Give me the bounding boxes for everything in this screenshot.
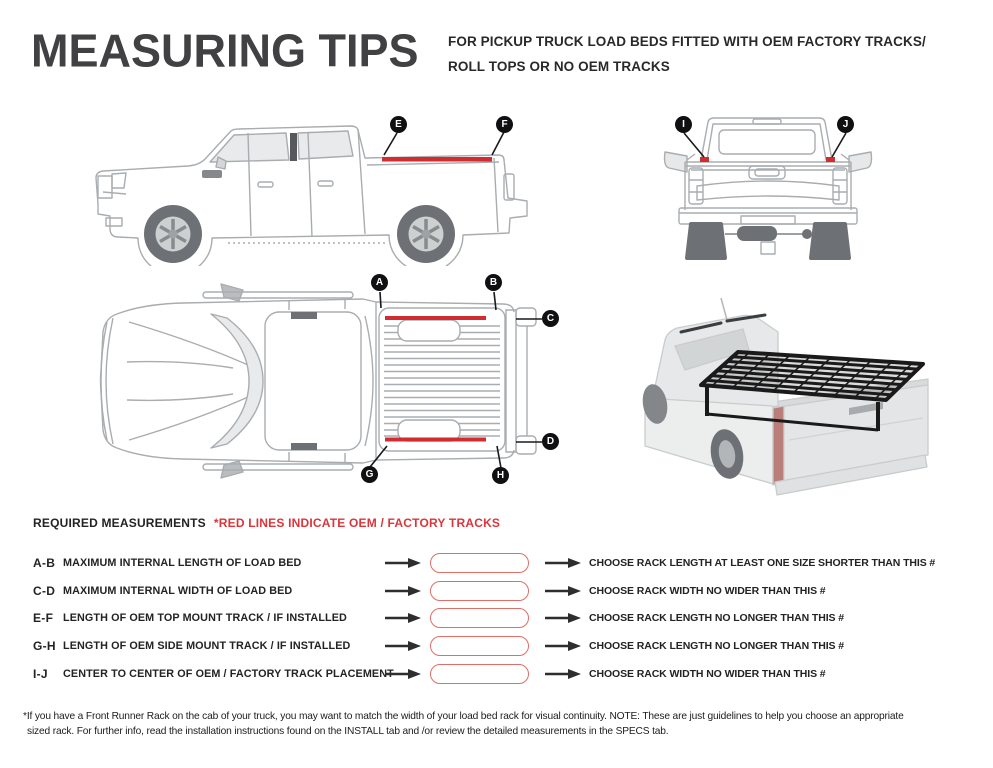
arrow-right-icon <box>545 669 581 679</box>
marker-leader-lines <box>384 132 504 155</box>
arrow-right-icon <box>385 669 421 679</box>
page-subtitle <box>448 30 926 79</box>
measurement-description: LENGTH OF OEM TOP MOUNT TRACK / IF INSTALLED <box>63 612 347 624</box>
footnote-line-1: *If you have a Front Runner Rack on the cab of your truck, you may want to match the width of your load bed rack for visual continuity. NOTE: These are just guidelines to help you choose an appropriate <box>23 711 904 722</box>
marker-f: F <box>496 116 513 133</box>
marker-h: H <box>492 467 509 484</box>
measurement-row-cd <box>0 580 993 602</box>
measurement-row-ab <box>0 552 993 574</box>
measurement-row-ef <box>0 607 993 629</box>
measurement-description: MAXIMUM INTERNAL LENGTH OF LOAD BED <box>63 557 302 569</box>
arrow-right-icon <box>545 613 581 623</box>
measurement-input[interactable] <box>430 553 529 573</box>
measurement-guidance: CHOOSE RACK WIDTH NO WIDER THAN THIS # <box>589 585 826 597</box>
track-red-mark-right <box>826 157 835 162</box>
measurement-description: LENGTH OF OEM SIDE MOUNT TRACK / IF INSTALLED <box>63 640 351 652</box>
marker-b: B <box>485 274 502 291</box>
front-wheel <box>144 205 202 263</box>
marker-i: I <box>675 116 692 133</box>
oem-track-red-line-top <box>385 316 486 320</box>
footnote-line-2: sized rack. For further info, read the installation instructions found on the INSTALL tab and /or review the detailed measurements in the SPECS tab. <box>27 725 669 737</box>
marker-g: G <box>361 466 378 483</box>
arrow-right-icon <box>385 586 421 596</box>
measurement-description: CENTER TO CENTER OF OEM / FACTORY TRACK PLACEMENT <box>63 668 394 680</box>
measurement-code: A-B <box>33 556 56 570</box>
measurement-input[interactable] <box>430 664 529 684</box>
rear-wheel <box>397 205 455 263</box>
track-red-mark-left <box>700 157 709 162</box>
measurement-input[interactable] <box>430 608 529 628</box>
measurement-code: E-F <box>33 611 54 625</box>
red-lines-note: *RED LINES INDICATE OEM / FACTORY TRACKS <box>213 516 501 530</box>
measurement-code: C-D <box>33 584 56 598</box>
measurements-header <box>33 516 500 530</box>
arrow-right-icon <box>385 558 421 568</box>
measurement-guidance: CHOOSE RACK LENGTH AT LEAST ONE SIZE SHORTER THAN THIS # <box>589 557 936 569</box>
footnote <box>23 710 985 739</box>
measurement-code: I-J <box>33 667 48 681</box>
measurement-guidance: CHOOSE RACK LENGTH NO LONGER THAN THIS # <box>589 612 845 624</box>
measurement-guidance: CHOOSE RACK WIDTH NO WIDER THAN THIS # <box>589 668 826 680</box>
measurement-code: G-H <box>33 639 56 653</box>
arrow-right-icon <box>385 613 421 623</box>
measurement-guidance: CHOOSE RACK LENGTH NO LONGER THAN THIS # <box>589 640 845 652</box>
marker-c: C <box>542 310 559 327</box>
arrow-right-icon <box>385 641 421 651</box>
truck-rack-3d-render <box>623 288 985 518</box>
arrow-right-icon <box>545 641 581 651</box>
load-bed <box>379 308 505 451</box>
measurement-description: MAXIMUM INTERNAL WIDTH OF LOAD BED <box>63 585 293 597</box>
required-measurements-heading: REQUIRED MEASUREMENTS <box>33 516 206 530</box>
measurement-input[interactable] <box>430 581 529 601</box>
truck-side-view-diagram <box>86 104 530 266</box>
page-title: MEASURING TIPS <box>31 24 419 78</box>
oem-top-track-red-line <box>382 157 492 162</box>
rear-wheels-and-exhaust <box>687 224 849 258</box>
arrow-right-icon <box>545 586 581 596</box>
subtitle-line-1: FOR PICKUP TRUCK LOAD BEDS FITTED WITH OEM FACTORY TRACKS/ <box>448 34 926 49</box>
truck-top-body <box>101 284 537 478</box>
arrow-right-icon <box>545 558 581 568</box>
subtitle-line-2: ROLL TOPS OR NO OEM TRACKS <box>448 58 670 74</box>
marker-j: J <box>837 116 854 133</box>
oem-track-red-line-bottom <box>385 438 486 442</box>
truck-top-view-diagram <box>93 270 553 498</box>
measurement-input[interactable] <box>430 636 529 656</box>
measurement-row-ij <box>0 663 993 685</box>
marker-d: D <box>542 433 559 450</box>
marker-e: E <box>390 116 407 133</box>
measurement-row-gh <box>0 635 993 657</box>
marker-a: A <box>371 274 388 291</box>
